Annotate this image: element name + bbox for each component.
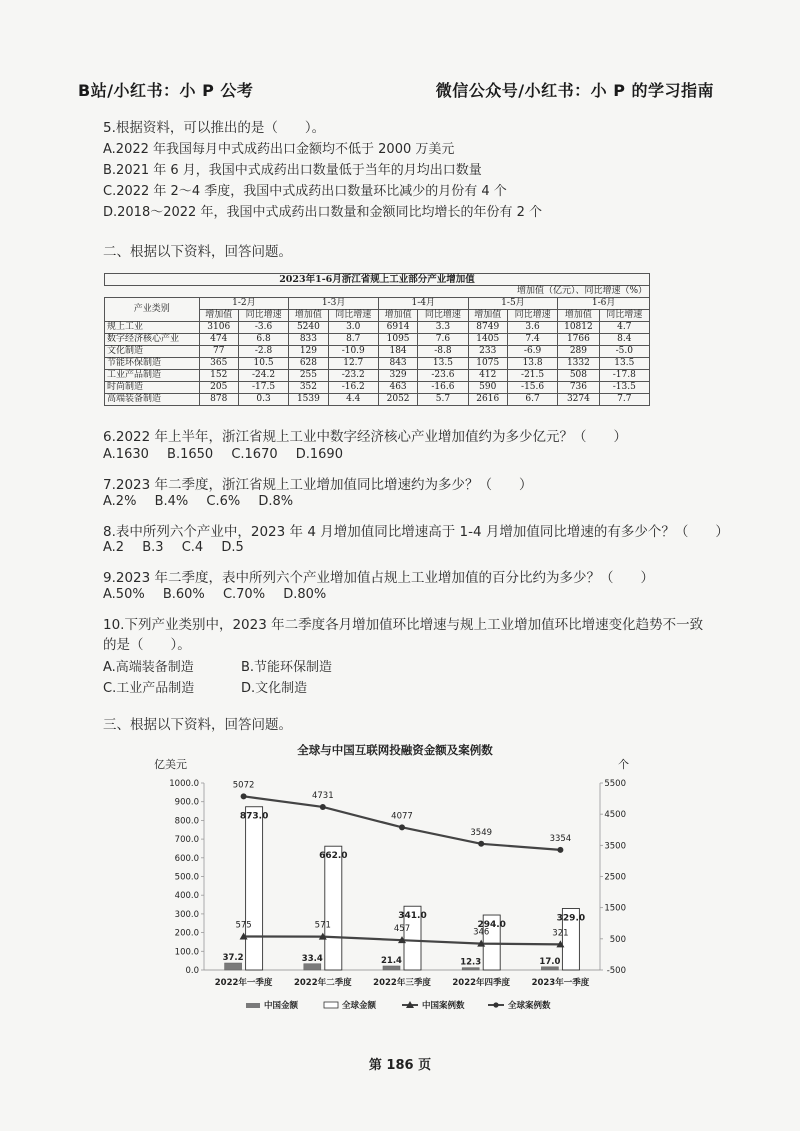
q6-option-a: A.1630 (103, 447, 149, 462)
q10-option-b: B.节能环保制造 (241, 660, 333, 675)
table-cell: 590 (468, 382, 507, 394)
q9-stem: 9.2023 年二季度，表中所列六个产业增加值占规上工业增加值的百分比约为多少？（ ） (103, 570, 655, 586)
table-title: 2023年1-6月浙江省规上工业部分产业增加值 (105, 274, 650, 286)
table-cell: 2616 (468, 394, 507, 406)
table-subheader: 同比增速 (238, 310, 288, 322)
q9-options (103, 587, 340, 602)
chart-left-tick-label: 200.0 (174, 928, 199, 939)
table-subheader: 同比增速 (599, 310, 649, 322)
table-cell: 5240 (289, 322, 328, 334)
table-cell: 736 (558, 382, 599, 394)
table-cell: 12.7 (328, 358, 378, 370)
legend-china-amount: 中国金额 (264, 1001, 299, 1011)
q10-option-c: C.工业产品制造 (103, 681, 195, 696)
china-amount-label: 33.4 (301, 953, 323, 964)
table-cell: -24.2 (238, 370, 288, 382)
table-row-name: 规上工业 (105, 322, 200, 334)
table-cell: -16.2 (328, 382, 378, 394)
legend-global-cases-marker (493, 1002, 498, 1007)
chart-bars (222, 807, 580, 970)
global-cases-point (399, 824, 405, 830)
table-subheader: 增加值 (468, 310, 507, 322)
table-row-header: 产业类别 (105, 298, 200, 322)
chart-category-label: 2023年一季度 (531, 978, 590, 988)
table-cell: 10.5 (238, 358, 288, 370)
q6-option-b: B.1650 (167, 447, 214, 462)
chart-left-tick-label: 1000.0 (169, 779, 199, 789)
global-amount-label: 341.0 (398, 911, 427, 922)
table-period: 1-5月 (468, 298, 558, 310)
china-amount-bar (225, 963, 242, 970)
q5-option-d: D.2018～2022 年，我国中式成药出口数量和金额同比均增长的年份有 2 个 (103, 205, 542, 220)
table-cell: 463 (378, 382, 417, 394)
table-cell: 878 (199, 394, 238, 406)
table-row (105, 394, 650, 406)
q9-option-d: D.80% (283, 587, 327, 602)
table-cell: 205 (199, 382, 238, 394)
table-unit: 增加值（亿元）、同比增速（%） (105, 286, 650, 298)
table-cell: -3.6 (238, 322, 288, 334)
table-cell: 13.8 (507, 358, 557, 370)
china-amount-label: 17.0 (539, 956, 561, 967)
global-amount-bar (325, 846, 342, 970)
data-table (104, 273, 650, 406)
table-cell: 1766 (558, 334, 599, 346)
table-cell: 0.3 (238, 394, 288, 406)
table-subheader: 增加值 (558, 310, 599, 322)
page-number: 第 186 页 (368, 1058, 432, 1073)
chart-left-tick-label: 400.0 (174, 891, 199, 902)
chart-right-tick-label: 500 (609, 934, 626, 945)
table-cell: 77 (199, 346, 238, 358)
internet-investment-chart (150, 740, 650, 1030)
china-amount-bar (383, 966, 400, 970)
table-cell: 329 (378, 370, 417, 382)
table-subheader: 增加值 (289, 310, 328, 322)
table-subheader: 同比增速 (507, 310, 557, 322)
q8-option-d: D.5 (221, 540, 244, 555)
table-subheader: 同比增速 (418, 310, 468, 322)
table-cell: 3274 (558, 394, 599, 406)
q8-stem: 8.表中所列六个产业中，2023 年 4 月增加值同比增速高于 1-4 月增加值同比增速的有多少个？（ ） (103, 524, 729, 540)
table-subheader: 增加值 (378, 310, 417, 322)
legend-global-amount: 全球金额 (342, 1001, 377, 1011)
table-cell: 1539 (289, 394, 328, 406)
table-cell: 233 (468, 346, 507, 358)
chart-category-label: 2022年三季度 (373, 978, 431, 988)
chart-left-tick-label: 500.0 (174, 872, 199, 883)
chart-right-tick-label: 3500 (604, 841, 626, 852)
table-cell: -15.6 (507, 382, 557, 394)
q10-stem-line2: 的是（ ）。 (103, 637, 191, 653)
global-cases-line (244, 796, 561, 850)
table-cell: -13.5 (599, 382, 649, 394)
table-cell: -21.5 (507, 370, 557, 382)
table-cell: 255 (289, 370, 328, 382)
table-cell: 8.7 (328, 334, 378, 346)
q9-option-c: C.70% (222, 587, 266, 602)
chart-right-tick-label: 5500 (604, 779, 626, 789)
q8-option-a: A.2 (103, 540, 125, 555)
header-right-text: 微信公众号/小红书：小 P 的学习指南 (435, 81, 714, 100)
table-cell: 8749 (468, 322, 507, 334)
table-row-name: 高端装备制造 (105, 394, 200, 406)
q8-option-b: B.3 (142, 540, 164, 555)
table-cell: 365 (199, 358, 238, 370)
chart-left-tick-label: 800.0 (174, 816, 199, 827)
table-cell: -8.8 (418, 346, 468, 358)
chart-left-tick-label: 300.0 (174, 909, 199, 920)
data-table-container (104, 273, 650, 415)
table-row (105, 346, 650, 358)
global-cases-label: 3549 (470, 827, 493, 838)
chart-title: 全球与中国互联网投融资金额及案例数 (297, 743, 493, 757)
table-cell: -16.6 (418, 382, 468, 394)
chart-right-tick-label: -500 (606, 966, 626, 976)
global-amount-bar (246, 807, 263, 970)
table-cell: 352 (289, 382, 328, 394)
table-cell: -5.0 (599, 346, 649, 358)
table-cell: 1405 (468, 334, 507, 346)
chart-left-axis-label: 亿美元 (154, 758, 187, 771)
table-cell: -2.8 (238, 346, 288, 358)
china-cases-label: 346 (473, 927, 490, 938)
q8-option-c: C.4 (181, 540, 204, 555)
global-amount-label: 662.0 (319, 851, 348, 862)
table-cell: -23.2 (328, 370, 378, 382)
chart-category-label: 2022年一季度 (214, 978, 273, 988)
section3-title: 三、根据以下资料，回答问题。 (103, 717, 292, 733)
table-cell: 1075 (468, 358, 507, 370)
legend-global-amount-swatch (324, 1002, 338, 1008)
table-cell: 628 (289, 358, 328, 370)
chart-category-label: 2022年四季度 (452, 978, 511, 988)
table-row-name: 时尚制造 (105, 382, 200, 394)
q7-options (103, 494, 307, 509)
table-cell: 833 (289, 334, 328, 346)
table-row-name: 节能环保制造 (105, 358, 200, 370)
chart-labels (169, 779, 626, 988)
table-cell: -10.9 (328, 346, 378, 358)
global-cases-point (478, 841, 484, 847)
q7-option-c: C.6% (206, 494, 241, 509)
table-cell: 4.7 (599, 322, 649, 334)
chart-right-tick-label: 2500 (604, 872, 626, 883)
table-cell: 6.8 (238, 334, 288, 346)
global-amount-label: 294.0 (477, 920, 506, 931)
header-left-text: B站/小红书：小 P 公考 (78, 81, 254, 100)
global-cases-point (320, 804, 326, 810)
chart-left-tick-label: 0.0 (185, 966, 199, 976)
table-cell: 1095 (378, 334, 417, 346)
china-amount-bar (304, 964, 321, 970)
table-cell: 7.4 (507, 334, 557, 346)
chart-left-tick-label: 600.0 (174, 853, 199, 864)
table-period: 1-3月 (289, 298, 379, 310)
table-cell: 3106 (199, 322, 238, 334)
q6-stem: 6.2022 年上半年，浙江省规上工业中数字经济核心产业增加值约为多少亿元？（ ） (103, 429, 628, 445)
legend-china-cases: 中国案例数 (422, 1001, 465, 1011)
table-subheader: 增加值 (199, 310, 238, 322)
china-amount-bar (541, 967, 558, 970)
table-row-name: 文化制造 (105, 346, 200, 358)
table-cell: -23.6 (418, 370, 468, 382)
section2-title: 二、根据以下资料，回答问题。 (103, 244, 292, 260)
q7-option-a: A.2% (103, 494, 137, 509)
table-row (105, 334, 650, 346)
q10-stem-line1: 10.下列产业类别中，2023 年二季度各月增加值环比增速与规上工业增加值环比增速变化趋势不一致 (103, 617, 704, 633)
chart-right-tick-label: 4500 (604, 810, 626, 821)
china-amount-label: 37.2 (222, 953, 244, 964)
table-cell: -17.8 (599, 370, 649, 382)
table-cell: 10812 (558, 322, 599, 334)
global-cases-label: 3354 (549, 833, 572, 844)
table-period: 1-4月 (378, 298, 468, 310)
table-cell: 7.7 (599, 394, 649, 406)
chart-left-tick-label: 900.0 (174, 797, 199, 808)
table-row (105, 382, 650, 394)
chart-left-tick-label: 100.0 (174, 947, 199, 958)
table-cell: 152 (199, 370, 238, 382)
q5-option-b: B.2021 年 6 月，我国中式成药出口数量低于当年的月均出口数量 (103, 163, 482, 178)
q7-stem: 7.2023 年二季度，浙江省规上工业增加值同比增速约为多少？（ ） (103, 477, 533, 493)
table-cell: 184 (378, 346, 417, 358)
q7-option-d: D.8% (258, 494, 294, 509)
table-cell: 129 (289, 346, 328, 358)
table-cell: 3.3 (418, 322, 468, 334)
global-amount-label: 329.0 (556, 913, 586, 924)
china-amount-bar (462, 968, 479, 970)
table-subheader: 同比增速 (328, 310, 378, 322)
q7-option-b: B.4% (154, 494, 189, 509)
global-amount-label: 873.0 (239, 811, 269, 822)
q6-option-d: D.1690 (295, 447, 343, 462)
table-cell: 4.4 (328, 394, 378, 406)
q9-option-a: A.50% (103, 587, 145, 602)
table-cell: 474 (199, 334, 238, 346)
table-cell: -17.5 (238, 382, 288, 394)
q8-options (103, 540, 258, 555)
table-cell: 13.5 (418, 358, 468, 370)
table-row (105, 322, 650, 334)
global-cases-point (557, 847, 563, 853)
china-cases-label: 575 (235, 920, 252, 931)
chart-left-tick-label: 700.0 (174, 835, 199, 846)
table-cell: 6.7 (507, 394, 557, 406)
q5-stem: 5.根据资料，可以推出的是（ ）。 (103, 120, 326, 136)
table-period: 1-2月 (199, 298, 289, 310)
q6-options (103, 447, 357, 462)
table-cell: 843 (378, 358, 417, 370)
q9-option-b: B.60% (162, 587, 205, 602)
global-cases-label: 4077 (391, 811, 413, 822)
global-cases-point (241, 793, 247, 799)
table-period: 1-6月 (558, 298, 650, 310)
chart-right-axis-label: 个 (618, 758, 629, 771)
table-row (105, 370, 650, 382)
q6-option-c: C.1670 (231, 447, 278, 462)
china-cases-label: 457 (393, 924, 411, 935)
china-amount-label: 12.3 (460, 957, 482, 968)
chart-category-label: 2022年二季度 (293, 978, 352, 988)
china-amount-label: 21.4 (381, 955, 402, 966)
chart-legend (246, 1000, 551, 1011)
table-cell: 7.6 (418, 334, 468, 346)
table-row-name: 工业产品制造 (105, 370, 200, 382)
table-cell: 2052 (378, 394, 417, 406)
china-cases-label: 571 (314, 920, 331, 931)
q10-option-a: A.高端装备制造 (103, 660, 194, 675)
china-cases-label: 321 (552, 928, 569, 939)
table-cell: 6914 (378, 322, 417, 334)
legend-china-amount-swatch (246, 1003, 260, 1008)
table-cell: 3.6 (507, 322, 557, 334)
table-cell: 412 (468, 370, 507, 382)
table-cell: 508 (558, 370, 599, 382)
table-cell: 1332 (558, 358, 599, 370)
chart-right-tick-label: 1500 (604, 903, 626, 914)
legend-global-cases: 全球案例数 (508, 1001, 551, 1011)
table-cell: 5.7 (418, 394, 468, 406)
q5-option-c: C.2022 年 2～4 季度，我国中式成药出口数量环比减少的月份有 4 个 (103, 184, 507, 199)
table-cell: 13.5 (599, 358, 649, 370)
table-cell: 3.0 (328, 322, 378, 334)
table-cell: 289 (558, 346, 599, 358)
table-cell: 8.4 (599, 334, 649, 346)
global-cases-label: 5072 (232, 780, 255, 791)
table-row-name: 数字经济核心产业 (105, 334, 200, 346)
q5-option-a: A.2022 年我国每月中式成药出口金额均不低于 2000 万美元 (103, 142, 455, 157)
q10-option-d: D.文化制造 (241, 681, 308, 696)
table-row (105, 358, 650, 370)
table-cell: -6.9 (507, 346, 557, 358)
global-cases-label: 4731 (311, 790, 334, 801)
